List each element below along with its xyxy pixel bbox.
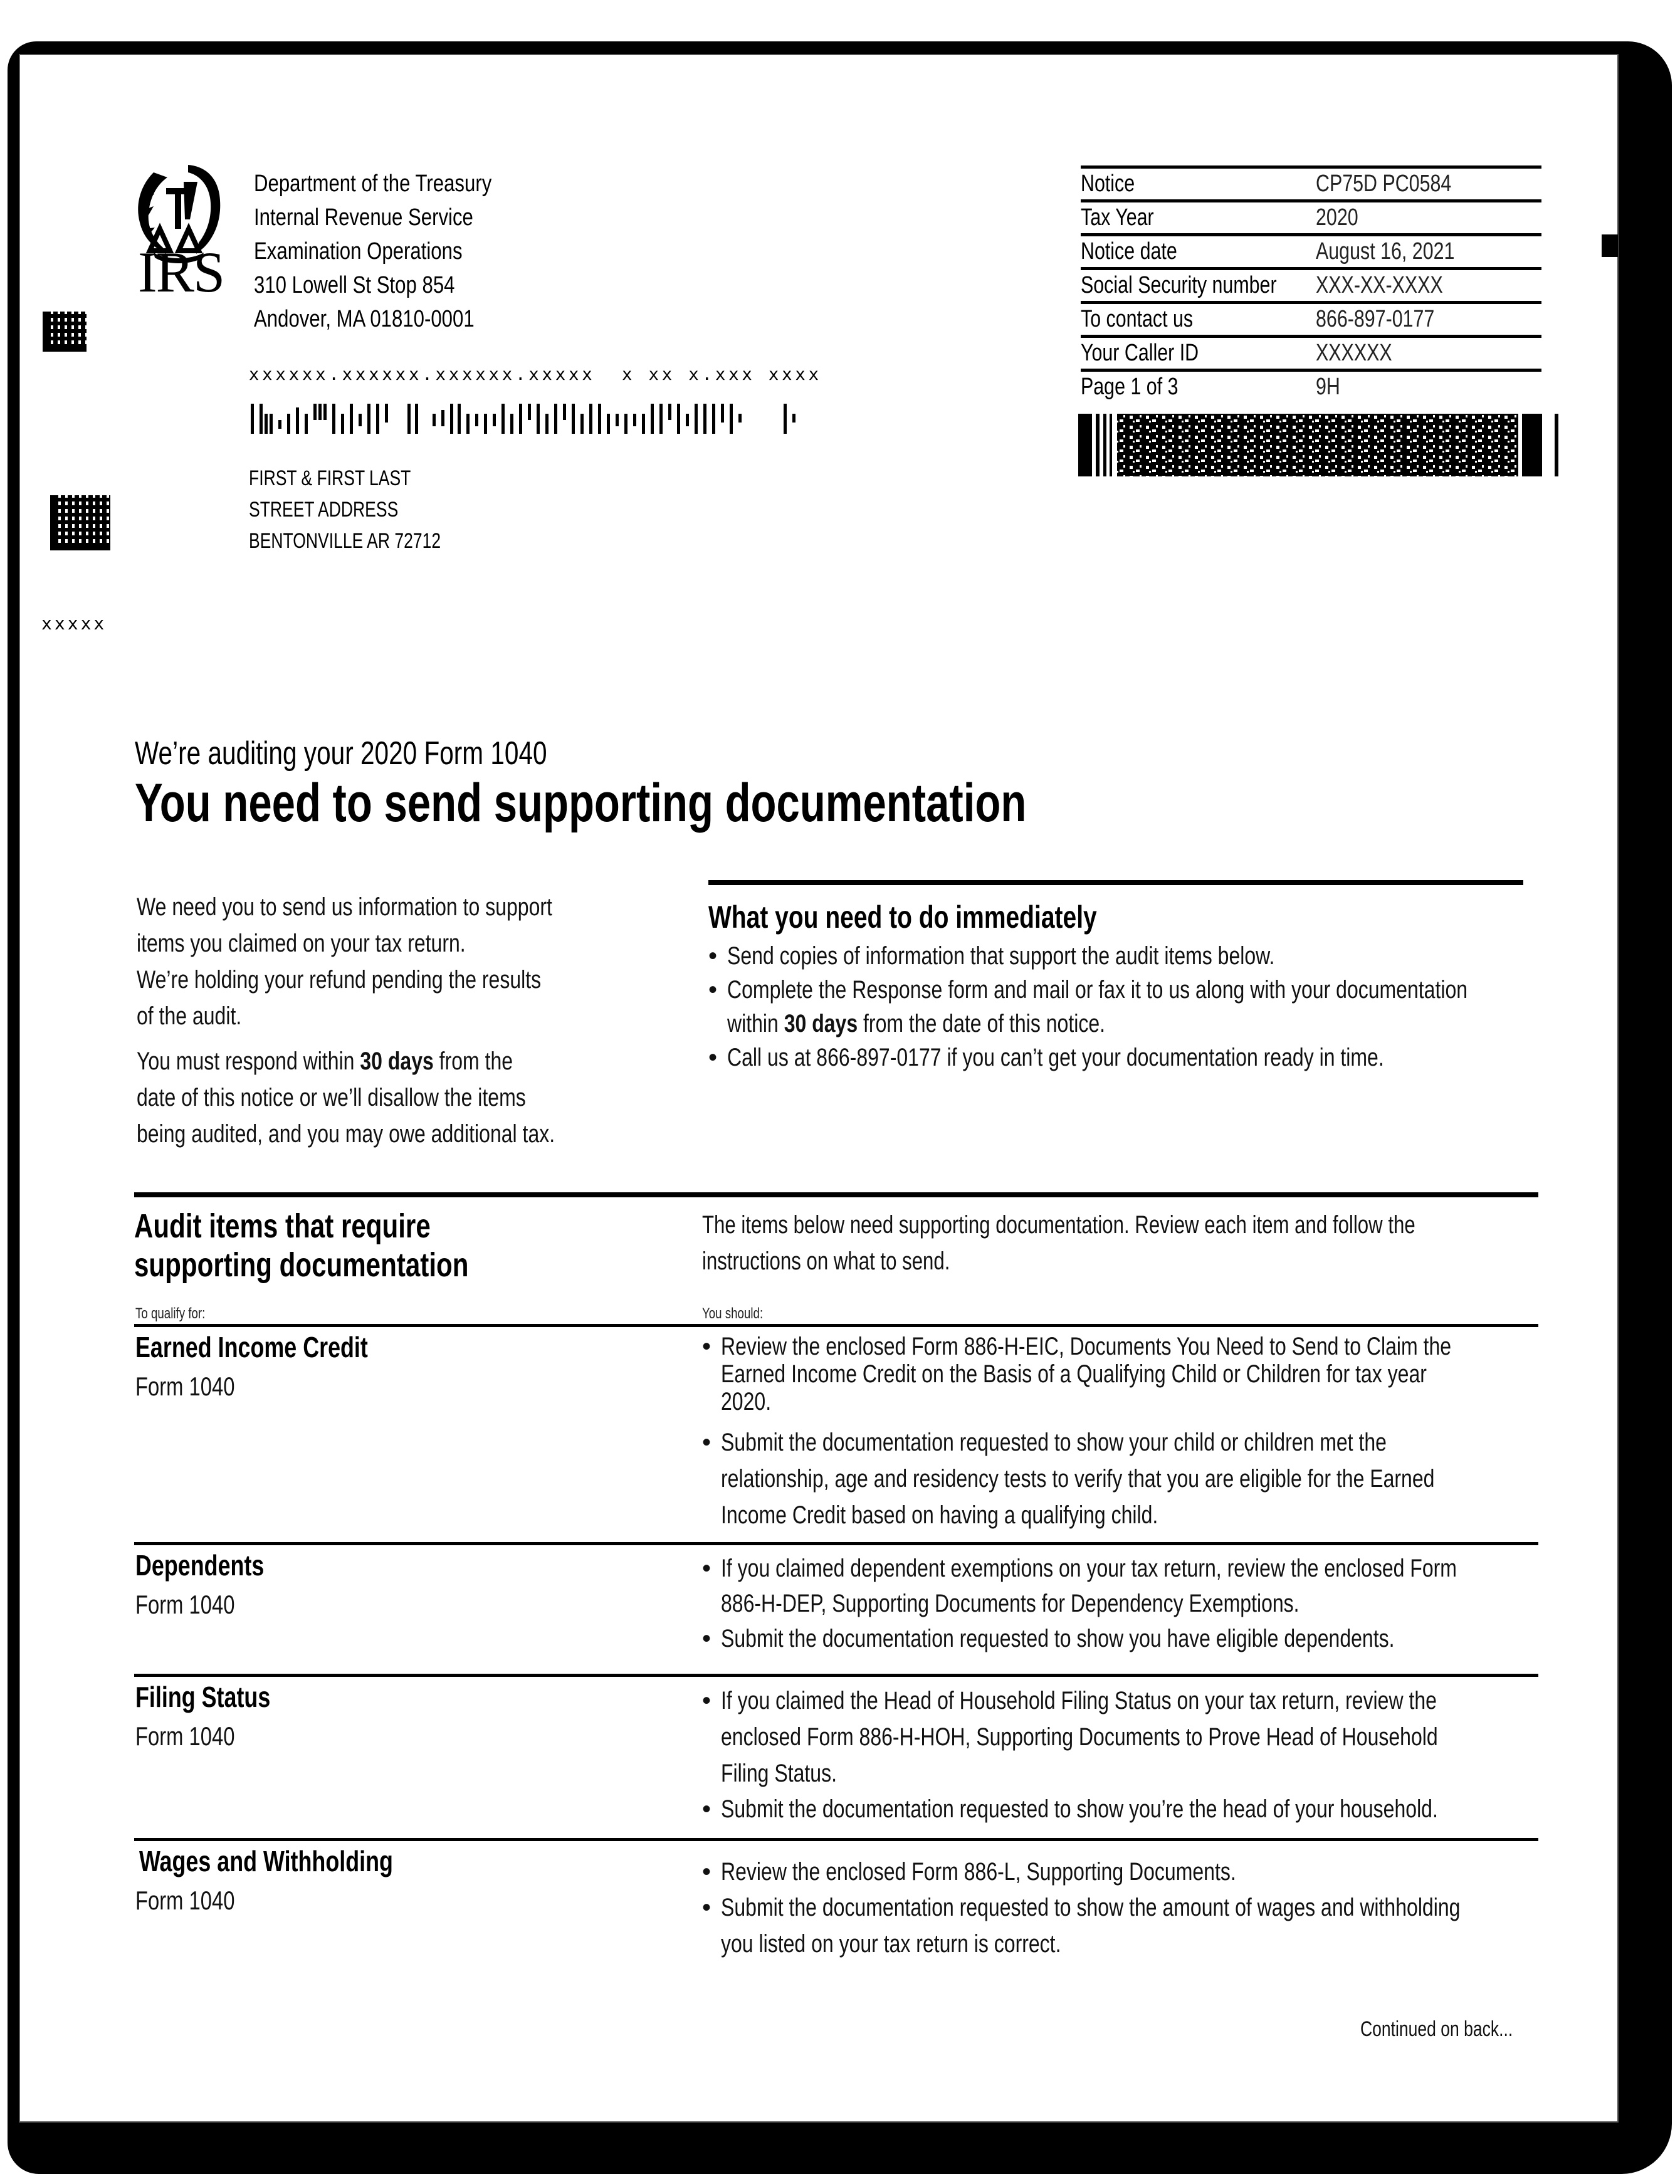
action-box xyxy=(708,880,1523,1074)
info-label: Notice xyxy=(1081,171,1135,197)
sender-line: Andover, MA 01810-0001 xyxy=(254,306,475,332)
instruction-text: • If you claimed dependent exemptions on your tax return, review the enclosed Form xyxy=(721,1555,1457,1582)
instruction-text: • Submit the documentation requested to show the amount of wages and withholding xyxy=(721,1894,1461,1921)
info-value: August 16, 2021 xyxy=(1316,238,1455,265)
audit-title-line: Audit items that require xyxy=(134,1207,431,1245)
text: from the xyxy=(433,1047,513,1075)
sender-line: Internal Revenue Service xyxy=(254,204,473,231)
instruction-text: • Review the enclosed Form 886-L, Supporting Documents. xyxy=(721,1858,1236,1886)
instruction-item xyxy=(702,1333,1530,1415)
intro-line: date of this notice or we’ll disallow the items xyxy=(137,1084,526,1111)
instruction-text: 886-H-DEP, Supporting Documents for Dependency Exemptions. xyxy=(721,1590,1299,1617)
action-title xyxy=(708,899,1523,935)
action-title-text: What you need to do immediately xyxy=(708,900,1097,935)
intro-line: We need you to send us information to support xyxy=(137,893,552,921)
divider xyxy=(134,1192,1538,1197)
instruction-item xyxy=(702,1621,1530,1656)
info-label: To contact us xyxy=(1081,306,1194,332)
audit-item-form xyxy=(135,1590,263,1620)
action-list xyxy=(708,939,1523,1074)
info-label: Tax Year xyxy=(1081,204,1154,231)
info-value: XXX-XX-XXXX xyxy=(1316,272,1443,298)
info-row-page xyxy=(1081,369,1541,402)
column-header-qualify xyxy=(135,1305,225,1323)
action-text: • Complete the Response form and mail or fax it to us along with your documentation xyxy=(727,976,1468,1004)
pdf417-barcode-icon xyxy=(1078,414,1564,476)
instruction-text: • Review the enclosed Form 886-H-EIC, Documents You Need to Send to Claim the xyxy=(721,1333,1452,1360)
info-row-notice-date xyxy=(1081,233,1541,267)
registration-mark xyxy=(1602,234,1618,257)
audit-desc-line: instructions on what to send. xyxy=(702,1247,950,1275)
audit-item-name-text: Earned Income Credit xyxy=(135,1331,368,1363)
audit-item-name-text: Filing Status xyxy=(135,1681,271,1713)
sender-address xyxy=(254,167,544,336)
instruction-text: 2020. xyxy=(721,1388,772,1415)
subheadline xyxy=(135,735,663,772)
continued-note xyxy=(1360,2017,1556,2042)
margin-code: xxxxx xyxy=(41,613,107,634)
audit-item-name xyxy=(135,1548,300,1582)
instruction-text: Income Credit based on having a qualifying child. xyxy=(721,1501,1158,1529)
action-text xyxy=(727,1007,1364,1041)
intro-line: being audited, and you may owe additional tax. xyxy=(137,1120,555,1148)
audit-instructions xyxy=(702,1854,1530,1962)
info-label: Social Security number xyxy=(1081,272,1277,298)
subheadline-text: We’re auditing your 2020 Form 1040 xyxy=(135,735,547,772)
audit-item-form-text: Form 1040 xyxy=(135,1886,235,1915)
info-label: Notice date xyxy=(1081,238,1177,265)
action-item xyxy=(708,1041,1523,1074)
instruction-item xyxy=(702,1551,1530,1621)
instruction-item xyxy=(702,1683,1530,1792)
instruction-text: relationship, age and residency tests to verify that you are eligible for the Earned xyxy=(721,1465,1435,1493)
page-title-text: You need to send supporting documentation xyxy=(135,773,1027,833)
audit-instructions xyxy=(702,1333,1530,1533)
audit-title-line: supporting documentation xyxy=(134,1246,469,1284)
info-value: 9H xyxy=(1316,374,1340,400)
audit-item-form-text: Form 1040 xyxy=(135,1721,235,1751)
column-header-should xyxy=(702,1305,780,1323)
divider xyxy=(708,880,1523,885)
deadline-emphasis: 30 days xyxy=(784,1010,858,1037)
audit-instructions xyxy=(702,1551,1530,1656)
datamatrix-code-icon xyxy=(43,312,87,352)
sender-line: Examination Operations xyxy=(254,238,463,265)
instruction-text: enclosed Form 886-H-HOH, Supporting Documents to Prove Head of Household xyxy=(721,1723,1438,1751)
audit-instructions xyxy=(702,1683,1530,1827)
info-value: 2020 xyxy=(1316,204,1358,231)
info-row-tax-year xyxy=(1081,199,1541,233)
instruction-item xyxy=(702,1424,1530,1533)
instruction-item xyxy=(702,1792,1530,1827)
info-row-notice xyxy=(1081,165,1541,199)
audit-item-form-text: Form 1040 xyxy=(135,1372,235,1401)
audit-item-form xyxy=(135,1721,263,1751)
instruction-text: Filing Status. xyxy=(721,1760,837,1787)
instruction-text: Earned Income Credit on the Basis of a Qualifying Child or Children for tax year xyxy=(721,1360,1427,1388)
divider xyxy=(134,1838,1538,1841)
divider xyxy=(134,1542,1538,1545)
audit-item-name xyxy=(135,1330,433,1364)
info-row-ssn xyxy=(1081,267,1541,301)
audit-item-name xyxy=(139,1844,465,1878)
info-label: Your Caller ID xyxy=(1081,340,1199,366)
audit-item-name-text: Dependents xyxy=(135,1549,265,1582)
datamatrix-code-icon xyxy=(50,495,110,550)
info-row-caller-id xyxy=(1081,335,1541,369)
instruction-text: • Submit the documentation requested to show your child or children met the xyxy=(721,1429,1387,1456)
divider xyxy=(134,1674,1538,1677)
info-value: XXXXXX xyxy=(1316,340,1392,366)
audit-item-form xyxy=(135,1372,263,1402)
sender-line: Department of the Treasury xyxy=(254,171,492,197)
info-row-contact xyxy=(1081,301,1541,335)
info-label: Page 1 of 3 xyxy=(1081,374,1179,400)
deadline-emphasis: 30 days xyxy=(360,1047,434,1075)
postal-barcode-icon xyxy=(251,401,799,434)
text: within xyxy=(727,1010,784,1037)
instruction-item xyxy=(702,1854,1530,1889)
text: You must respond within xyxy=(137,1047,360,1075)
instruction-item xyxy=(702,1889,1530,1962)
audit-item-form xyxy=(135,1886,263,1916)
continued-text: Continued on back... xyxy=(1360,2017,1513,2041)
info-value: CP75D PC0584 xyxy=(1316,171,1452,197)
instruction-text: you listed on your tax return is correct. xyxy=(721,1930,1061,1958)
audit-desc-line: The items below need supporting documentation. Review each item and follow the xyxy=(702,1211,1415,1239)
column-header-text: You should: xyxy=(702,1305,764,1322)
action-text: • Call us at 866-897-0177 if you can’t get your documentation ready in time. xyxy=(727,1044,1384,1071)
audit-item-name-text: Wages and Withholding xyxy=(139,1845,393,1877)
instruction-text: • If you claimed the Head of Household Filing Status on your tax return, review the xyxy=(721,1687,1437,1714)
sender-line: 310 Lowell St Stop 854 xyxy=(254,272,455,298)
action-item xyxy=(708,939,1523,973)
column-header-text: To qualify for: xyxy=(135,1305,206,1322)
intro-line: We’re holding your refund pending the results xyxy=(137,966,542,994)
action-item xyxy=(708,973,1523,1041)
intro-line: items you claimed on your tax return. xyxy=(137,930,466,957)
intro-deadline-paragraph xyxy=(137,1043,613,1152)
divider xyxy=(134,1324,1538,1327)
audit-section-title xyxy=(134,1207,563,1284)
audit-description xyxy=(702,1207,1617,1279)
page-title xyxy=(135,772,1278,834)
irs-logo-text: IRS xyxy=(138,240,224,304)
action-text: • Send copies of information that support the audit items below. xyxy=(727,942,1275,970)
audit-item-name xyxy=(135,1680,308,1714)
audit-item-form-text: Form 1040 xyxy=(135,1590,235,1619)
intro-line: of the audit. xyxy=(137,1002,242,1030)
notice-info-table xyxy=(1081,165,1541,402)
recipient-line: BENTONVILLE AR 72712 xyxy=(249,529,441,553)
recipient-address xyxy=(249,463,495,557)
instruction-text: • Submit the documentation requested to show you’re the head of your household. xyxy=(721,1795,1438,1823)
text: from the date of this notice. xyxy=(858,1010,1106,1037)
recipient-line: FIRST & FIRST LAST xyxy=(249,466,411,490)
intro-paragraph xyxy=(137,889,613,1034)
recipient-line: STREET ADDRESS xyxy=(249,498,399,522)
intro-line xyxy=(137,1043,518,1079)
info-value: 866-897-0177 xyxy=(1316,306,1435,332)
intro-text xyxy=(137,889,613,1161)
scanline: xxxxxx.xxxxxx.xxxxxx.xxxxx x xx x.xxx xxxx xyxy=(249,365,822,384)
instruction-text: • Submit the documentation requested to show you have eligible dependents. xyxy=(721,1625,1395,1652)
